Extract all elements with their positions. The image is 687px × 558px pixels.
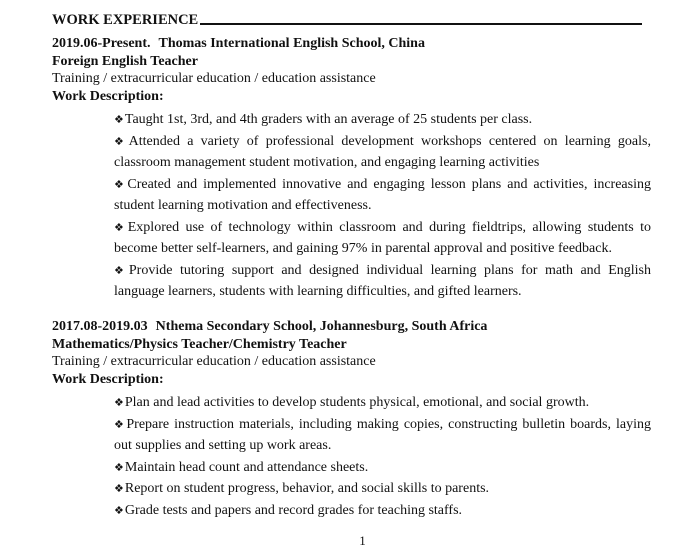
duty-item — [114, 414, 651, 457]
diamond-bullet-icon: ❖ — [114, 220, 127, 234]
duty-item — [114, 457, 651, 479]
job-category: Training / extracurricular education / education assistance — [52, 354, 376, 369]
duty-list — [114, 392, 651, 521]
job-employer: Thomas International English School, China — [158, 36, 425, 51]
diamond-bullet-icon: ❖ — [114, 417, 126, 431]
duty-text: Explored use of technology within classroom and during fieldtrips, allowing students to become better self-learners, and gaining 97% in parental approval and positive feedback. — [114, 219, 651, 256]
duty-item — [114, 500, 651, 522]
duty-text: Provide tutoring support and designed individual learning plans for math and English language learners, students with learning difficulties, and gifted learners. — [114, 262, 651, 299]
duty-item — [114, 109, 651, 131]
job-heading — [52, 35, 662, 53]
duty-item — [114, 131, 651, 174]
job-period: 2017.08-2019.03 — [52, 319, 148, 334]
job-entry — [52, 318, 662, 521]
diamond-bullet-icon: ❖ — [114, 177, 127, 191]
job-heading — [52, 318, 662, 336]
diamond-bullet-icon: ❖ — [114, 396, 124, 409]
section-header — [52, 9, 642, 29]
duty-text: Plan and lead activities to develop students physical, emotional, and social growth. — [124, 395, 590, 410]
duty-item — [114, 260, 651, 303]
work-description-label: Work Description: — [52, 88, 164, 104]
diamond-bullet-icon: ❖ — [114, 113, 124, 126]
duty-list — [114, 109, 651, 303]
job-category: Training / extracurricular education / education assistance — [52, 71, 376, 86]
diamond-bullet-icon: ❖ — [114, 482, 124, 495]
section-title: WORK EXPERIENCE — [52, 12, 199, 28]
diamond-bullet-icon: ❖ — [114, 503, 124, 517]
duty-text: Taught 1st, 3rd, and 4th graders with an average of 25 students per class. — [124, 112, 533, 127]
duty-item — [114, 174, 651, 217]
duty-text: Attended a variety of professional development workshops centered on learning goals, classroom management student motivation, and engaging learning activities — [114, 133, 651, 170]
section-divider — [200, 23, 642, 25]
duty-text: Report on student progress, behavior, and social skills to parents. — [124, 481, 490, 496]
page-number: 1 — [359, 533, 366, 548]
duty-text: Created and implemented innovative and engaging lesson plans and activities, increasing student learning motivation and effectiveness. — [114, 176, 651, 213]
job-role: Foreign English Teacher — [52, 53, 198, 69]
diamond-bullet-icon: ❖ — [114, 263, 128, 277]
duty-text: Grade tests and papers and record grades for teaching staffs. — [124, 502, 463, 518]
duty-item — [114, 478, 651, 500]
work-description-label: Work Description: — [52, 371, 164, 387]
duty-text: Maintain head count and attendance sheets. — [124, 459, 369, 475]
duty-item — [114, 392, 651, 414]
diamond-bullet-icon: ❖ — [114, 460, 124, 474]
diamond-bullet-icon: ❖ — [114, 134, 128, 148]
job-entry — [52, 35, 662, 303]
duty-text: Prepare instruction materials, including making copies, constructing bulletin boards, laying out supplies and setting up work areas. — [114, 416, 651, 453]
job-period: 2019.06-Present. — [52, 36, 151, 51]
job-employer: Nthema Secondary School, Johannesburg, South Africa — [155, 319, 488, 334]
job-role: Mathematics/Physics Teacher/Chemistry Teacher — [52, 336, 347, 352]
duty-item — [114, 217, 651, 260]
